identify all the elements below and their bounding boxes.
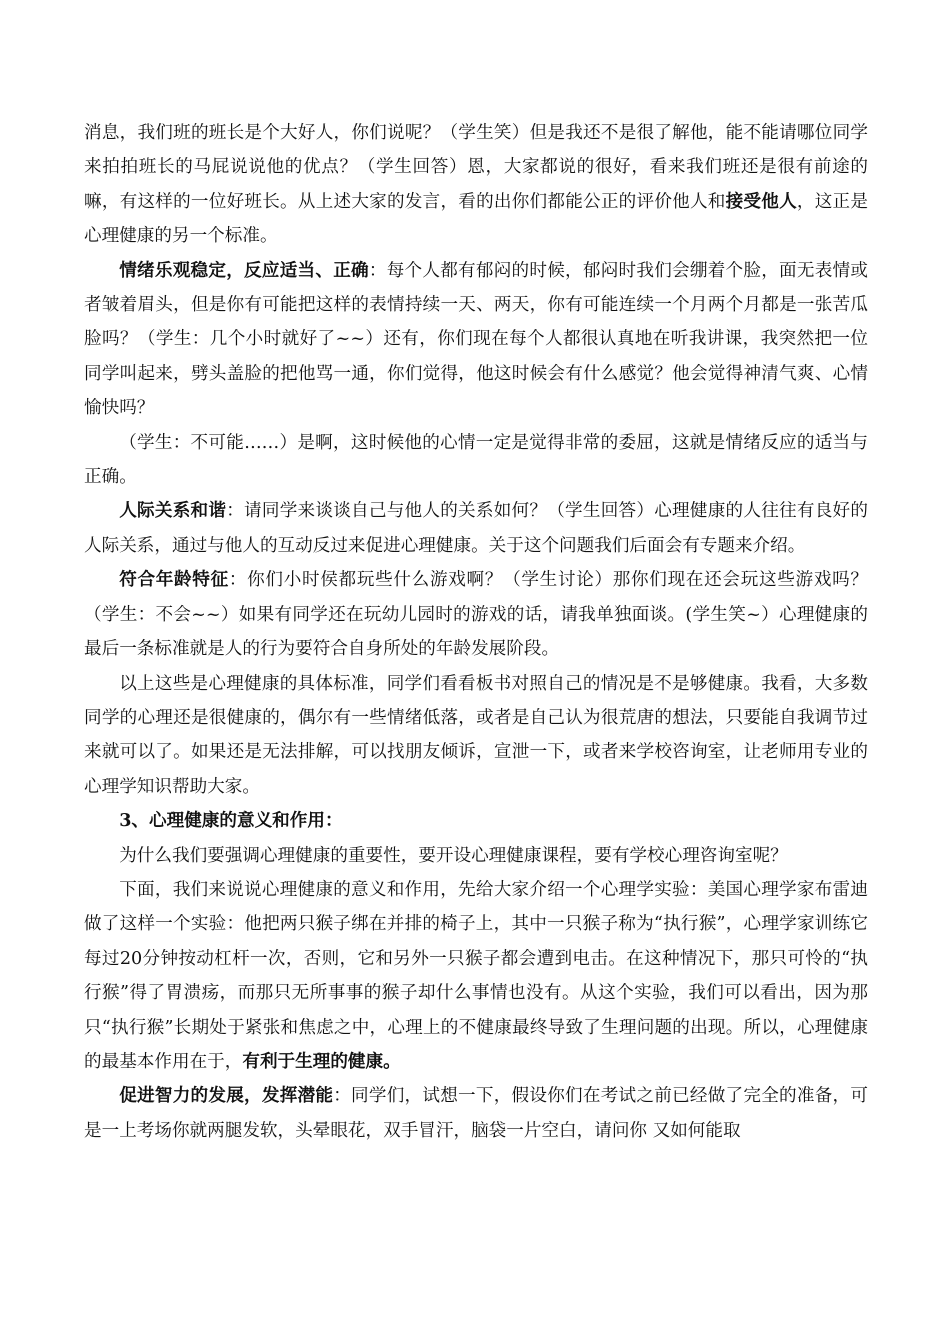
bold-term: 有利于生理的健康。 bbox=[242, 1050, 401, 1072]
paragraph-text: 下面，我们来说说心理健康的意义和作用，先给大家介绍一个心理学实验：美国心理学家布雷迪做了这样一个实验：他把两只猴子绑在并排的椅子上，其中一只猴子称为“执行猴”，心理学家训练它每过20分钟按动杠杆一次，否则，它和另外一只猴子都会遭到电击。在这种情况下，那只可怜的“执行猴”得了胃溃疡，而那只无所事事的猴子却什么事情也没有。从这个实验，我们可以看出，因为那只“执行猴”长期处于紧张和焦虑之中，心理上的不健康最终导致了生理问题的出现。所以，心理健康的最基本作用在于， bbox=[84, 879, 868, 1072]
paragraph-text: 消息，我们班的班长是个大好人，你们说呢？（学生笑）但是我还不是很了解他，能不能请哪位同学来拍拍班长的马屁说说他的优点？（学生回答）恩，大家都说的很好，看来我们班还是很有前途的嘛，有这样的一位好班长。从上述大家的发言，看的出你们都能公正的评价他人和 bbox=[84, 123, 868, 212]
paragraph-5 bbox=[84, 563, 868, 666]
bold-term: 促进智力的发展，发挥潜能 bbox=[119, 1085, 334, 1107]
bold-term: 符合年龄特征 bbox=[119, 569, 229, 591]
paragraph-1 bbox=[84, 116, 868, 254]
bold-term: 人际关系和谐 bbox=[119, 500, 227, 522]
paragraph-text: ：每个人都有郁闷的时候，郁闷时我们会绷着个脸，面无表情或者皱着眉头，但是你有可能把这样的表情持续一天、两天，你有可能连续一个月两个月都是一张苦瓜脸吗？（学生：几个小时就好了~~）还有，你们现在每个人都很认真地在听我讲课，我突然把一位同学叫起来，劈头盖脸的把他骂一通，你们觉得，他这时候会有什么感觉？他会觉得神清气爽、心情愉快吗？ bbox=[84, 260, 868, 419]
paragraph-text: 以上这些是心理健康的具体标准，同学们看看板书对照自己的情况是不是够健康。我看，大多数同学的心理还是很健康的，偶尔有一些情绪低落，或者是自己认为很荒唐的想法，只要能自我调节过来就可以了。如果还是无法排解，可以找朋友倾诉，宣泄一下，或者来学校咨询室，让老师用专业的心理学知识帮助大家。 bbox=[84, 673, 868, 797]
paragraph-text: ：同学们，试想一下，假设你们在考试之前已经做了完全的准备，可是一上考场你就两腿发软，头晕眼花，双手冒汗，脑袋一片空白，请问你 又如何能取 bbox=[84, 1086, 868, 1141]
paragraph-text: ，这正是心理健康的另一个标准。 bbox=[84, 191, 868, 247]
section-heading-text: 3、心理健康的意义和作用： bbox=[119, 810, 343, 832]
bold-term: 情绪乐观稳定，反应适当、正确 bbox=[119, 259, 369, 281]
document-page bbox=[84, 116, 868, 1148]
paragraph-8 bbox=[84, 873, 868, 1079]
paragraph-7 bbox=[84, 839, 868, 873]
paragraph-text: 为什么我们要强调心理健康的重要性，要开设心理健康课程，要有学校心理咨询室呢？ bbox=[119, 845, 788, 866]
section-heading-3 bbox=[84, 804, 868, 838]
paragraph-text: ：请同学来谈谈自己与他人的关系如何？（学生回答）心理健康的人往往有良好的人际关系，通过与他人的互动反过来促进心理健康。关于这个问题我们后面会有专题来介绍。 bbox=[84, 501, 868, 556]
bold-term: 接受他人 bbox=[725, 190, 797, 212]
paragraph-3 bbox=[84, 426, 868, 495]
paragraph-text: ：你们小时侯都玩些什么游戏啊？（学生讨论）那你们现在还会玩这些游戏吗？（学生：不会~~）如果有同学还在玩幼儿园时的游戏的话，请我单独面谈。(学生笑~）心理健康的最后一条标准就是人的行为要符合自身所处的年龄发展阶段。 bbox=[84, 570, 868, 660]
paragraph-4 bbox=[84, 494, 868, 563]
paragraph-9 bbox=[84, 1079, 868, 1148]
paragraph-text: （学生：不可能……）是啊，这时候他的心情一定是觉得非常的委屈，这就是情绪反应的适当与正确。 bbox=[84, 432, 868, 488]
paragraph-6 bbox=[84, 667, 868, 805]
paragraph-2 bbox=[84, 254, 868, 426]
